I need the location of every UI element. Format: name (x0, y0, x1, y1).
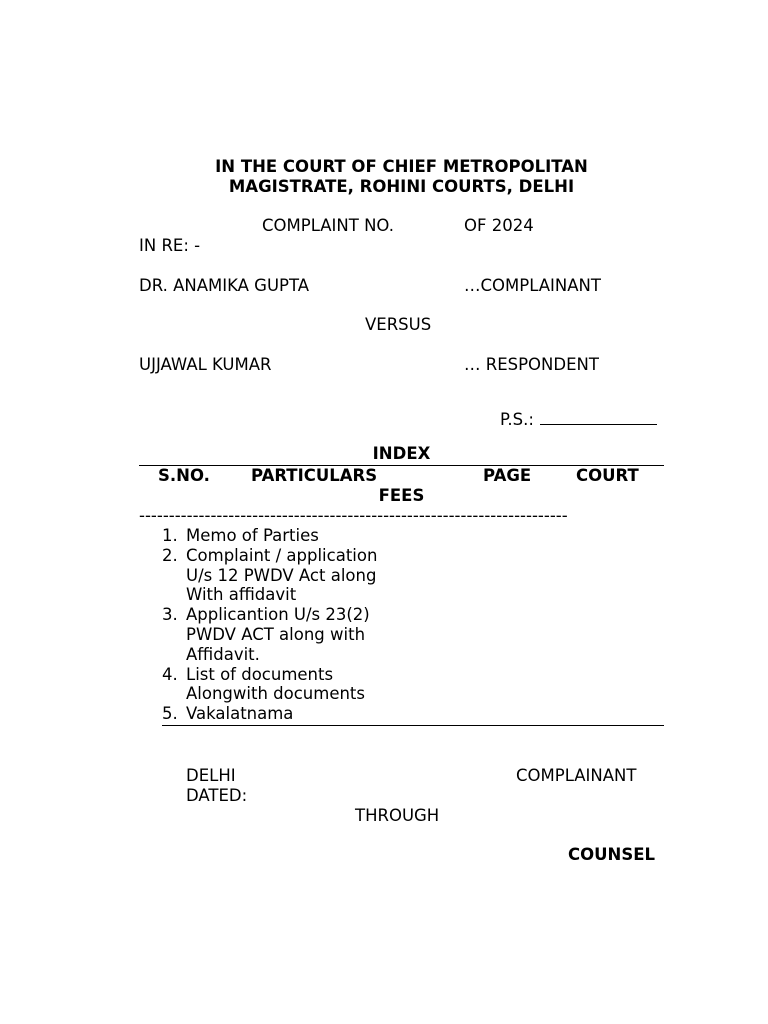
police-station-blank (540, 410, 657, 425)
counsel-label: COUNSEL (568, 845, 656, 864)
complaint-year-label: OF 2024 (464, 216, 534, 235)
complainant-signature-label: COMPLAINANT (516, 766, 637, 785)
dashed-separator: ------------------------------------------------------------------------ (139, 506, 568, 525)
complainant-name: DR. ANAMIKA GUPTA (139, 276, 310, 295)
list-item-2-text: Complaint / application (186, 546, 378, 565)
column-page: PAGE (483, 466, 532, 485)
place-label: DELHI (186, 766, 236, 785)
index-title: INDEX (372, 444, 431, 463)
list-item-2-number: 2. (162, 546, 178, 565)
list-item-2-text: U/s 12 PWDV Act along (186, 566, 377, 585)
complainant-role: …COMPLAINANT (464, 276, 601, 295)
list-item-3-number: 3. (162, 605, 178, 624)
column-fees: FEES (378, 486, 425, 505)
respondent-role: … RESPONDENT (464, 355, 599, 374)
through-label: THROUGH (355, 806, 440, 825)
column-sno: S.NO. (158, 466, 210, 485)
police-station-field (500, 410, 657, 430)
column-particulars: PARTICULARS (251, 466, 378, 485)
dated-label: DATED: (186, 786, 248, 805)
court-heading-line2: MAGISTRATE, ROHINI COURTS, DELHI (228, 177, 575, 196)
list-item-3-text: Applicantion U/s 23(2) (186, 605, 370, 624)
list-item-3-text: Affidavit. (186, 645, 260, 664)
versus-label: VERSUS (365, 315, 432, 334)
court-heading-line1: IN THE COURT OF CHIEF METROPOLITAN (215, 157, 588, 176)
complaint-no-label: COMPLAINT NO. (262, 216, 394, 235)
list-item-1-text: Memo of Parties (186, 526, 319, 545)
list-item-1-number: 1. (162, 526, 178, 545)
column-court: COURT (576, 466, 639, 485)
list-item-2-text: With affidavit (186, 585, 297, 604)
list-item-3-text: PWDV ACT along with (186, 625, 366, 644)
list-item-4-text: Alongwith documents (186, 684, 365, 703)
respondent-name: UJJAWAL KUMAR (139, 355, 272, 374)
list-item-5-text: Vakalatnama (186, 704, 294, 723)
index-bottom-rule (162, 725, 664, 726)
in-re-label: IN RE: - (139, 236, 201, 255)
list-item-4-number: 4. (162, 665, 178, 684)
list-item-4-text: List of documents (186, 665, 334, 684)
police-station-label: P.S.: (500, 410, 534, 429)
list-item-5-number: 5. (162, 704, 178, 723)
